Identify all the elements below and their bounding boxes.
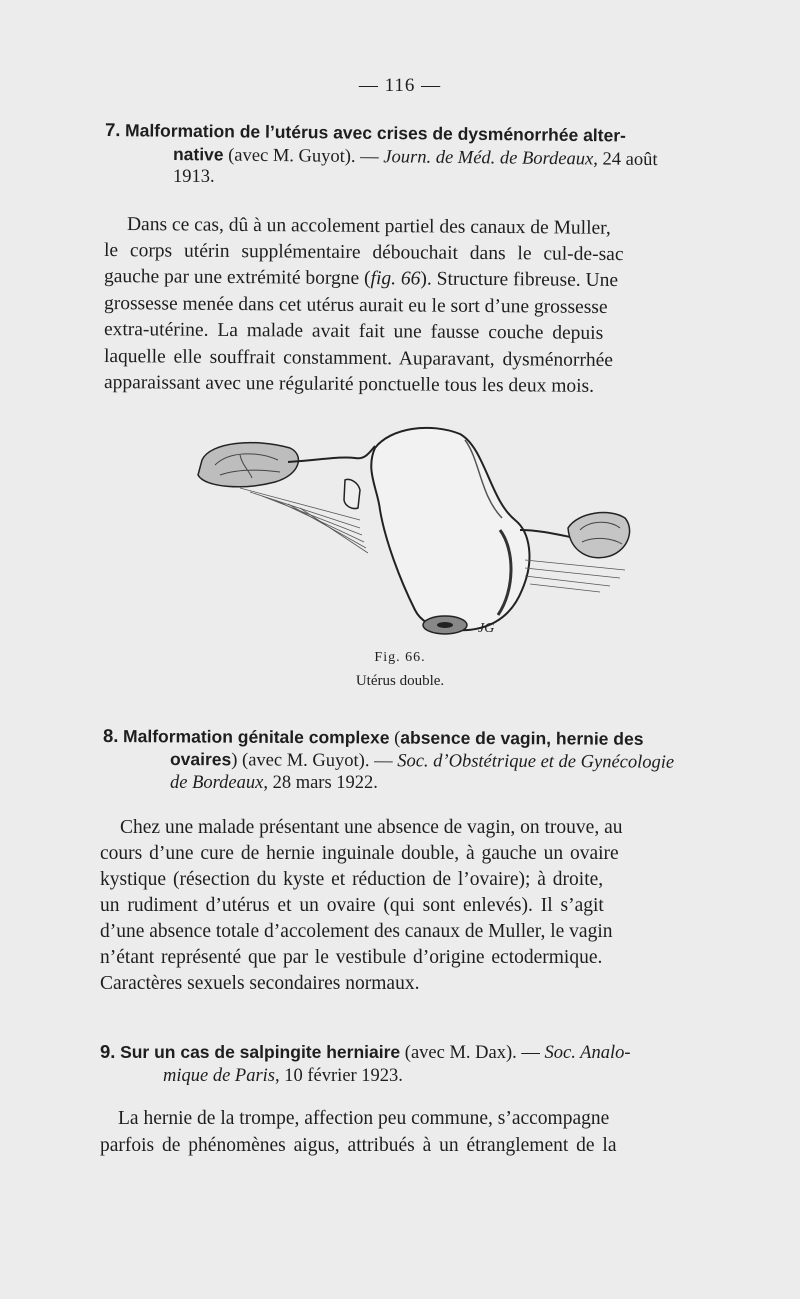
- text-line: La hernie de la trompe, affection peu commune, s’accompagne: [118, 1108, 610, 1129]
- page-number: — 116 —: [358, 75, 442, 96]
- text-line: Caractères sexuels secondaires normaux.: [100, 973, 420, 994]
- entry-title-cont: native: [172, 144, 224, 165]
- text-line: laquelle elle souffrait constamment. Auparavant, dysménorrhée: [103, 346, 614, 371]
- entry-title: Sur un cas de salpingite herniaire: [120, 1042, 401, 1062]
- entry-authors: (avec M. Guyot). —: [223, 145, 384, 168]
- entry-number: 8.: [102, 725, 119, 747]
- text-line: grossesse menée dans cet utérus aurait eu le sort d’une grossesse: [103, 293, 608, 318]
- entry-authors: ) (avec M. Guyot). —: [231, 750, 398, 772]
- entry-title-cont: ovaires: [169, 749, 232, 770]
- entry-date: , 28 mars 1922.: [263, 773, 378, 793]
- entry-journal: Soc. d’Obstétrique et de Gynécologie: [397, 751, 675, 773]
- text-line: d’une absence totale d’accolement des canaux de Muller, le vagin: [100, 921, 613, 942]
- entry-line: [100, 1040, 631, 1065]
- entry-journal: Journ. de Méd. de Bordeaux: [383, 147, 594, 170]
- text-line: Dans ce cas, dû à un accolement partiel des canaux de Muller,: [126, 214, 611, 239]
- entry-journal-cont: mique de Paris: [163, 1066, 276, 1086]
- text-line: apparaissant avec une régularité ponctuelle tous les deux mois.: [103, 372, 595, 397]
- entry-year: 1913.: [173, 167, 215, 187]
- entry-line: [170, 748, 674, 775]
- entry-paren: (: [389, 728, 401, 749]
- text-line: cours d’une cure de hernie inguinale double, à gauche un ovaire: [100, 843, 619, 864]
- uterus-illustration: [180, 420, 640, 645]
- entry-line: [173, 143, 658, 172]
- figure-monogram: JG: [478, 621, 495, 636]
- text-line: Chez une malade présentant une absence de vagin, on trouve, au: [120, 817, 623, 838]
- text-line: gauche par une extrémité borgne (fig. 66). Structure fibreuse. Une: [103, 266, 619, 292]
- text-line: kystique (résection du kyste et réduction de l’ovaire); à droite,: [100, 869, 604, 890]
- entry-number: 7.: [104, 119, 121, 141]
- entry-title: Malformation de l’utérus avec crises de dysménorrhée alter-: [124, 120, 627, 146]
- text-line: le corps utérin supplémentaire débouchait dans le cul-de-sac: [103, 240, 624, 266]
- entry-title: Malformation génitale complexe: [123, 726, 390, 748]
- entry-journal-cont: de Bordeaux: [170, 773, 264, 793]
- entry-line: [170, 772, 378, 795]
- entry-title-cont: absence de vagin, hernie des: [400, 727, 644, 749]
- figure-caption: Utérus double.: [355, 673, 445, 689]
- entry-journal: Soc. Analo-: [544, 1043, 631, 1063]
- entry-authors: (avec M. Dax). —: [400, 1043, 545, 1063]
- entry-date: , 24 août: [593, 149, 658, 171]
- figure-label: Fig. 66.: [374, 650, 426, 665]
- entry-number: 9.: [100, 1041, 116, 1062]
- entry-line: [163, 1065, 403, 1088]
- text-line: extra-utérine. La malade avait fait une fausse couche depuis: [103, 319, 604, 344]
- entry-line: [173, 166, 215, 189]
- text-line: n’étant représenté que par le vestibule d’origine ectodermique.: [100, 947, 603, 968]
- text-line: parfois de phénomènes aigus, attribués à un étranglement de la: [100, 1135, 617, 1156]
- text-line: un rudiment d’utérus et un ovaire (qui sont enlevés). Il s’agit: [100, 895, 604, 916]
- entry-date: , 10 février 1923.: [275, 1066, 403, 1086]
